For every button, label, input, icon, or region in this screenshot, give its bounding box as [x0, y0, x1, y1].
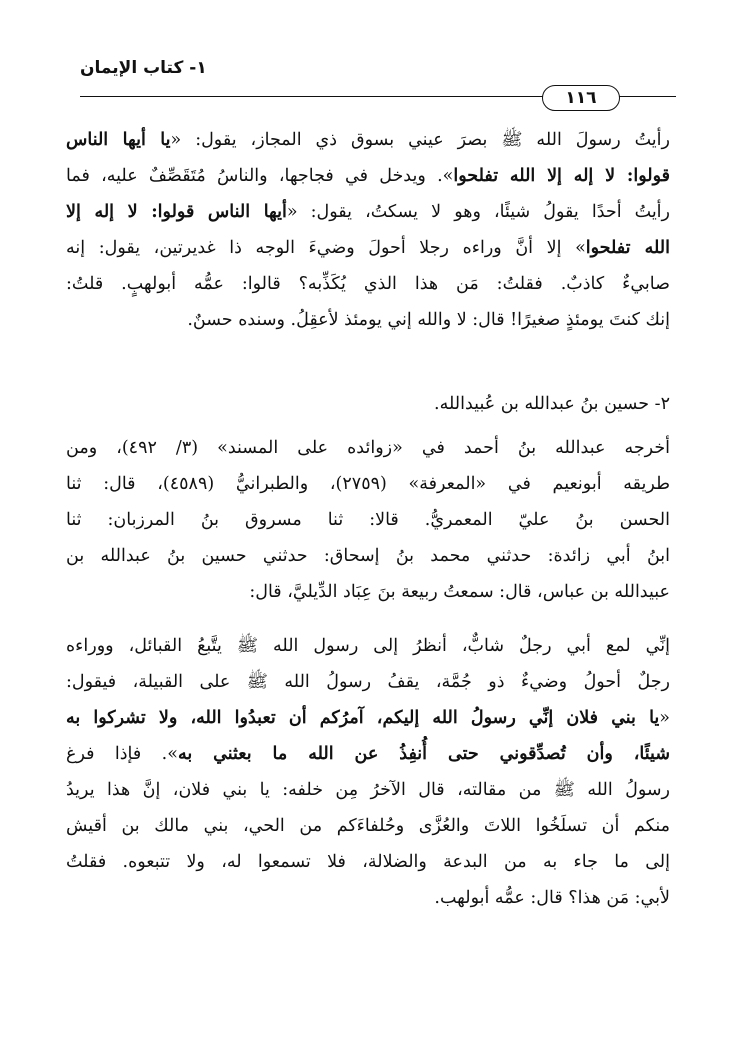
text-segment: رجلٌ أحولُ وضيءٌ ذو جُمَّة، يقفُ رسولُ الله ﷺ على القبيلة، فيقول: — [66, 672, 670, 692]
page-number: ١١٦ — [542, 85, 620, 111]
text-segment: رأيتُ أحدًا يقولُ شيئًا، وهو لا يسكتُ، يقول: « — [286, 202, 670, 222]
text-line — [66, 466, 670, 502]
text-segment: إنِّي لمع أبي رجلٌ شابٌّ، أنظرُ إلى رسول الله ﷺ يتَّبعُ القبائل، ووراءه — [66, 636, 670, 656]
text-line — [66, 574, 670, 610]
takhrij-paragraph — [66, 430, 670, 610]
text-line — [66, 700, 670, 736]
text-line — [66, 628, 670, 664]
text-segment: طريقه أبونعيم في «المعرفة» (٢٧٥٩)، والطبرانيُّ (٤٥٨٩)، قال: ثنا — [66, 474, 670, 494]
text-line — [66, 302, 670, 338]
text-segment: رأيتُ رسولَ الله ﷺ بصرَ عيني بسوق ذي المجاز، يقول: « — [170, 130, 670, 150]
text-segment: أخرجه عبدالله بنُ أحمد في «زوائده على المسند» (٣/ ٤٩٢)، ومن — [66, 438, 670, 458]
text-line — [66, 808, 670, 844]
hadith-paragraph-2 — [66, 628, 670, 916]
text-segment: » إلا أنَّ وراءه رجلا أحولَ وضيءَ الوجه ذا غديرتين، يقول: إنه — [66, 238, 586, 258]
chapter-title: ١- كتاب الإيمان — [80, 58, 207, 78]
bold-text-segment: الله تفلحوا — [585, 238, 670, 258]
text-segment: ». ويدخل في فجاجها، والناسُ مُتَقَصِّفٌ عليه، فما — [66, 166, 454, 186]
text-line — [66, 736, 670, 772]
bold-text-segment: قولوا: لا إله إلا الله تفلحوا — [453, 166, 670, 186]
hadith-paragraph-1 — [66, 122, 670, 338]
text-line — [66, 664, 670, 700]
text-segment: عبيدالله بن عباس، قال: سمعتُ ربيعة بنَ عِبَاد الدِّيليَّ، قال: — [249, 582, 670, 602]
text-line — [66, 430, 670, 466]
text-segment: منكم أن تسلَخُوا اللاتَ والعُزَّى وحُلفاءَكم من الحي، بني مالك بن أقيش — [66, 816, 670, 836]
text-line — [66, 538, 670, 574]
text-line — [66, 502, 670, 538]
text-line — [66, 194, 670, 230]
bold-text-segment: يا أيها الناس — [66, 130, 171, 150]
text-line — [66, 230, 670, 266]
text-line — [66, 122, 670, 158]
text-segment: إلى ما جاء به من البدعة والضلالة، فلا تسمعوا له، ولا تتبعوه. فقلتُ — [66, 852, 670, 872]
text-segment: الحسن بنُ عليّ المعمريُّ. قالا: ثنا مسروق بنُ المرزبان: ثنا — [66, 510, 670, 530]
text-segment: صابيءٌ كاذبٌ. فقلتُ: مَن هذا الذي يُكَذِّبه؟ قالوا: عمُّه أبولهبٍ. قلتُ: — [66, 274, 670, 294]
bold-text-segment: أيها الناس قولوا: لا إله إلا — [66, 202, 287, 222]
text-line — [66, 772, 670, 808]
text-line — [66, 880, 670, 916]
text-segment: لأبي: مَن هذا؟ قال: عمُّه أبولهب. — [434, 888, 670, 908]
text-line — [66, 844, 670, 880]
bold-text-segment: شيئًا، وأن تُصدِّقوني حتى أُنفِذُ عن الله ما بعثني به — [177, 744, 670, 764]
text-segment: « — [659, 708, 670, 728]
text-segment: رسولُ الله ﷺ من مقالته، قال الآخرُ مِن خلفه: يا بني فلان، إنَّ هذا يريدُ — [66, 780, 670, 800]
bold-text-segment: يا بني فلان إنِّي رسولُ الله إليكم، آمرُكم أن تعبدُوا الله، ولا تشركوا به — [66, 708, 660, 728]
text-segment: إنك كنتَ يومئذٍ صغيرًا! قال: لا والله إني يومئذ لأعقِلُ. وسنده حسنٌ. — [187, 310, 670, 330]
text-line — [66, 158, 670, 194]
narrator-heading: ٢- حسين بنُ عبدالله بن عُبيدالله. — [434, 394, 670, 414]
text-segment: ابنُ أبي زائدة: حدثني محمد بنُ إسحاق: حدثني حسين بنُ عبدالله بن — [66, 546, 670, 566]
text-line — [66, 266, 670, 302]
text-segment: ». فإذا فرغ — [66, 744, 178, 764]
